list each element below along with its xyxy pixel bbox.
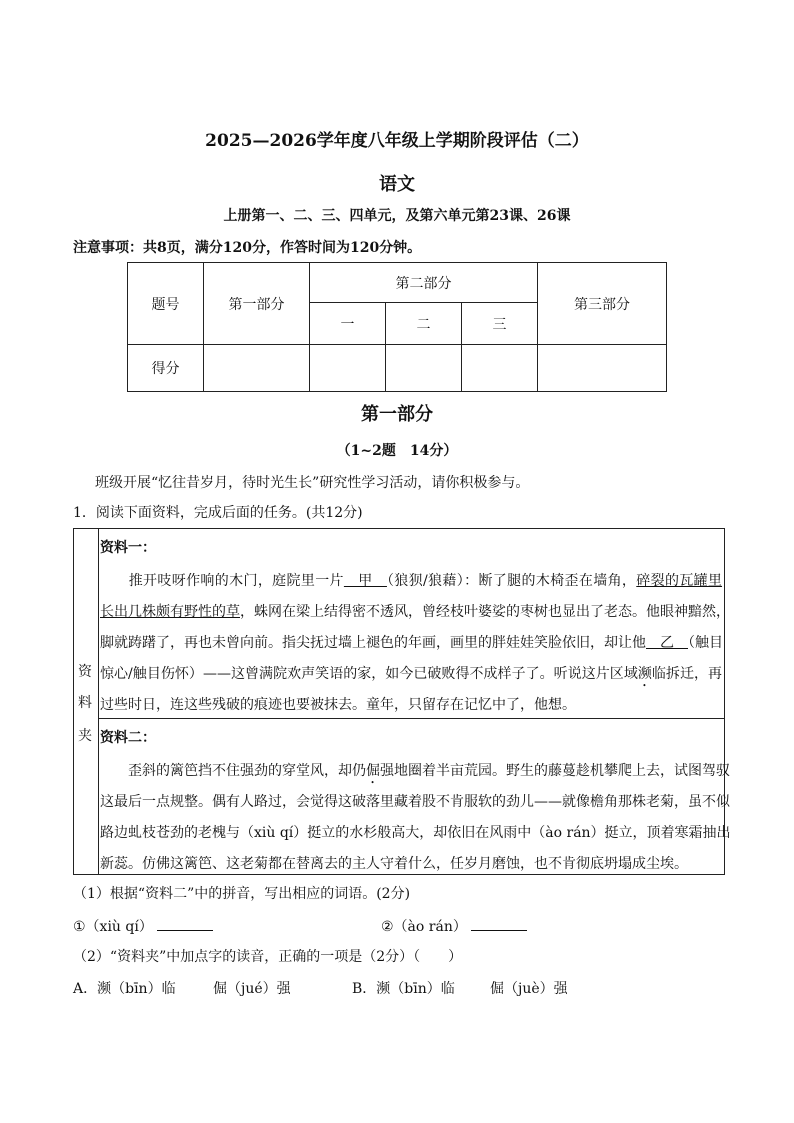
section-title: 第一部分 — [361, 404, 433, 425]
material-line — [100, 632, 722, 650]
option-a-1[interactable]: A．濒（bīn）临 — [73, 981, 176, 997]
col-part2-2: 二 — [386, 303, 462, 345]
text-segment: 新蕊。仿佛这篱笆、这老菊都在替离去的主人守着什么，任岁月磨蚀，也不肯彻底坍塌成尘埃。 — [100, 856, 688, 872]
task-1-item-a — [73, 916, 213, 936]
option-b-1[interactable]: B．濒（bīn）临 — [352, 981, 455, 997]
score-label: 得分 — [128, 345, 204, 392]
underlined-text: 乙 — [646, 635, 688, 651]
text-segment: （狼狈/狼藉）：断了腿的木椅歪在墙角， — [386, 573, 637, 589]
col-part2-3: 三 — [462, 303, 538, 345]
text-segment: 过些时日，连这些残破的痕迹也要被抹去。童年，只留存在记忆中了，他想。 — [100, 697, 576, 713]
score-cell-part2-1[interactable] — [310, 345, 386, 392]
material-line — [100, 694, 722, 712]
task-2: （2）“资料夹”中加点字的读音，正确的一项是（2分）（ ） — [73, 949, 463, 965]
folder-side-label — [74, 529, 99, 874]
option-b-2[interactable]: 倔（juè）强 — [490, 981, 568, 997]
task-1-b-label: ②（ào rán） — [381, 919, 467, 935]
text-segment: 这最后一点规整。偶有人路过，会觉得这破落里藏着股不肯服软的劲儿——就像檐角那株老菊，虽不似 — [100, 794, 730, 810]
question-1: 1．阅读下面资料，完成后面的任务。(共12分) — [73, 505, 363, 521]
col-part2: 第二部分 — [310, 263, 538, 303]
text-segment: 强地圈着半亩荒园。野生的藤蔓趁机攀爬上去，试图驾驭 — [380, 763, 730, 779]
answer-blank[interactable] — [471, 918, 527, 931]
underlined-text: 甲 — [343, 573, 387, 589]
text-segment: 推开吱呀作响的木门，庭院里一片 — [100, 573, 344, 589]
section-range: （1~2题 14分） — [336, 443, 458, 459]
material-line — [100, 663, 722, 681]
col-part2-1: 一 — [310, 303, 386, 345]
task-1-a-label: ①（xiù qí） — [73, 919, 153, 935]
material-line — [100, 760, 730, 779]
row-header: 题号 — [128, 263, 204, 345]
underlined-text: 长出几株颇有野性的草 — [100, 604, 240, 620]
material-folder — [73, 528, 731, 875]
side-char: 资 — [78, 664, 92, 680]
exam-scope: 上册第一、二、三、四单元，及第六单元第23课、26课 — [223, 208, 571, 224]
dotted-char: 倔 — [366, 763, 380, 779]
text-segment: 歪斜的篱笆挡不住强劲的穿堂风，却仍 — [100, 763, 366, 779]
side-char: 料 — [78, 695, 92, 711]
score-cell-part2-3[interactable] — [462, 345, 538, 392]
material-line — [100, 570, 722, 588]
option-a-2[interactable]: 倔（jué）强 — [213, 981, 291, 997]
answer-blank[interactable] — [157, 918, 213, 931]
dotted-char: 濒 — [637, 666, 652, 682]
material-line — [100, 791, 730, 810]
text-segment: 脚就踌躇了，再也未曾向前。指尖抚过墙上褪色的年画，画里的胖娃娃笑脸依旧，却让他 — [100, 635, 646, 651]
col-part1: 第一部分 — [204, 263, 310, 345]
text-segment: （触目 — [688, 635, 723, 651]
text-segment: 惊心/触目伤怀）——这曾满院欢声笑语的家，如今已破败得不成样子了。听说这片区域 — [100, 666, 638, 682]
material-line — [100, 601, 730, 620]
col-part3: 第三部分 — [538, 263, 667, 345]
score-table — [127, 262, 667, 392]
subject-title: 语文 — [379, 174, 415, 195]
exam-notes: 注意事项：共8页，满分120分，作答时间为120分钟。 — [73, 240, 422, 256]
exam-title: 2025—2026学年度八年级上学期阶段评估（二） — [205, 131, 589, 151]
underlined-text: 碎裂的瓦罐里 — [636, 573, 723, 589]
section-intro: 班级开展“忆往昔岁月，待时光生长”研究性学习活动，请你积极参与。 — [95, 475, 530, 491]
text-segment: 临拆迁，再 — [651, 666, 723, 682]
material-line — [100, 853, 722, 871]
score-cell-part3[interactable] — [538, 345, 667, 392]
material1-heading: 资料一： — [100, 540, 156, 556]
task-1: （1）根据“资料二”中的拼音，写出相应的词语。(2分) — [73, 886, 411, 902]
material2-heading: 资料二： — [100, 730, 156, 746]
material-divider — [98, 718, 724, 719]
material-line — [100, 822, 731, 841]
task-1-item-b — [381, 916, 527, 936]
text-segment: 路边虬枝苍劲的老槐与（xiù qí）挺立的水杉般高大，却依旧在风雨中（ào rán）挺立，顶着寒霜抽出 — [100, 825, 731, 841]
side-char: 夹 — [78, 728, 92, 744]
score-cell-part1[interactable] — [204, 345, 310, 392]
text-segment: ，蛛网在梁上结得密不透风，曾经枝叶婆娑的枣树也显出了老态。他眼神黯然， — [240, 604, 730, 620]
score-cell-part2-2[interactable] — [386, 345, 462, 392]
